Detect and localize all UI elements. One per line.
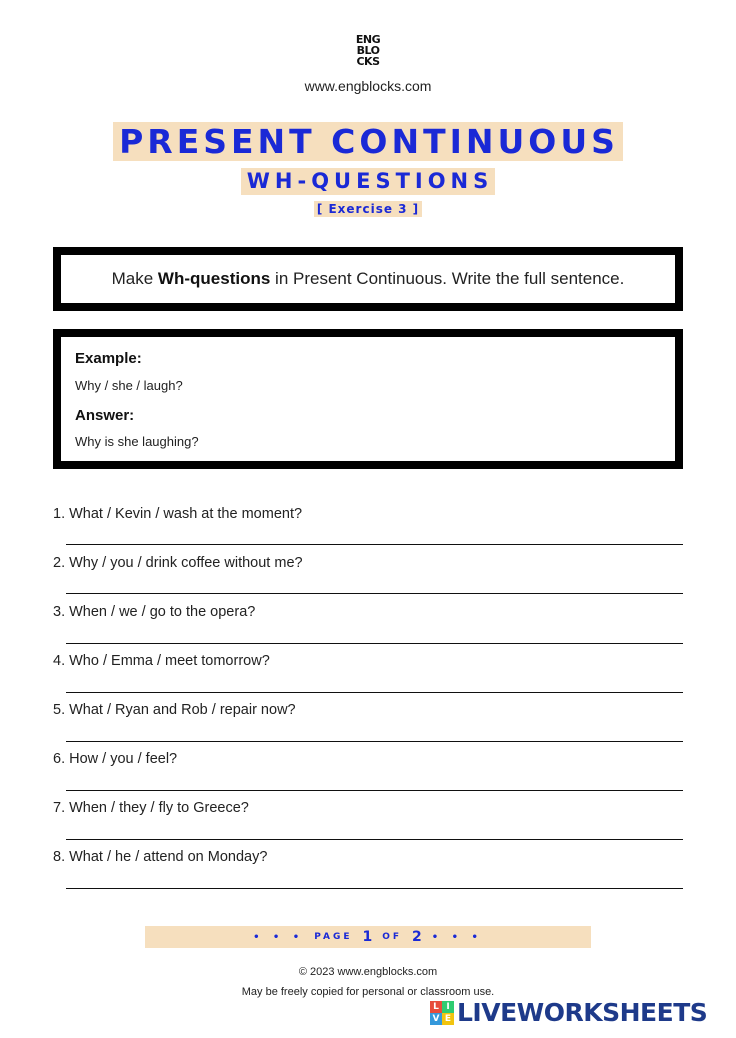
copyright: © 2023 www.engblocks.com bbox=[298, 966, 438, 978]
example-label: Example: bbox=[75, 350, 142, 367]
question-3: 3. When / we / go to the opera? bbox=[53, 604, 256, 620]
answer-line-6[interactable] bbox=[66, 790, 683, 791]
answer-line-1[interactable] bbox=[66, 544, 683, 545]
question-8: 8. What / he / attend on Monday? bbox=[53, 849, 268, 865]
exercise-label: [ Exercise 3 ] bbox=[314, 201, 422, 217]
instruction-bold: Wh-questions bbox=[157, 269, 271, 288]
instruction-text: Make Wh-questions in Present Continuous. Write the full sentence. bbox=[111, 269, 625, 288]
license-note: May be freely copied for personal or classroom use. bbox=[241, 986, 495, 998]
example-box bbox=[53, 329, 683, 469]
logo-line: ENG bbox=[355, 33, 381, 46]
question-4: 4. Who / Emma / meet tomorrow? bbox=[53, 653, 270, 669]
answer-line-5[interactable] bbox=[66, 741, 683, 742]
logo-line: CKS bbox=[356, 55, 380, 68]
pager-current: 1 bbox=[362, 929, 373, 945]
page-title: PRESENT CONTINUOUS bbox=[113, 122, 623, 161]
pager-page-word: PAGE bbox=[314, 932, 353, 942]
site-url[interactable]: www.engblocks.com bbox=[304, 78, 432, 94]
question-1: 1. What / Kevin / wash at the moment? bbox=[53, 506, 303, 522]
question-7: 7. When / they / fly to Greece? bbox=[53, 800, 249, 816]
answer-line-4[interactable] bbox=[66, 692, 683, 693]
answer-text: Why is she laughing? bbox=[75, 434, 199, 449]
instruction-box bbox=[53, 247, 683, 311]
pager-of-word: OF bbox=[382, 932, 403, 942]
pager-total: 2 bbox=[412, 929, 422, 945]
liveworksheets-logo[interactable] bbox=[430, 999, 707, 1027]
engblocks-logo bbox=[0, 34, 736, 67]
example-text: Why / she / laugh? bbox=[75, 378, 183, 393]
question-6: 6. How / you / feel? bbox=[53, 751, 178, 767]
answer-line-7[interactable] bbox=[66, 839, 683, 840]
page-indicator bbox=[145, 926, 591, 948]
answer-line-8[interactable] bbox=[66, 888, 683, 889]
question-2: 2. Why / you / drink coffee without me? bbox=[53, 555, 303, 571]
question-5: 5. What / Ryan and Rob / repair now? bbox=[53, 702, 296, 718]
answer-label: Answer: bbox=[75, 407, 135, 424]
liveworksheets-icon: L I V E bbox=[430, 1001, 454, 1025]
page-subtitle: WH-QUESTIONS bbox=[241, 168, 496, 195]
answer-line-3[interactable] bbox=[66, 643, 683, 644]
pager-dots-left: • • • bbox=[253, 931, 305, 943]
logo-line: BLO bbox=[356, 44, 380, 57]
pager-dots-right: • • • bbox=[431, 931, 483, 943]
liveworksheets-text: LIVEWORKSHEETS bbox=[457, 998, 708, 1027]
answer-line-2[interactable] bbox=[66, 593, 683, 594]
